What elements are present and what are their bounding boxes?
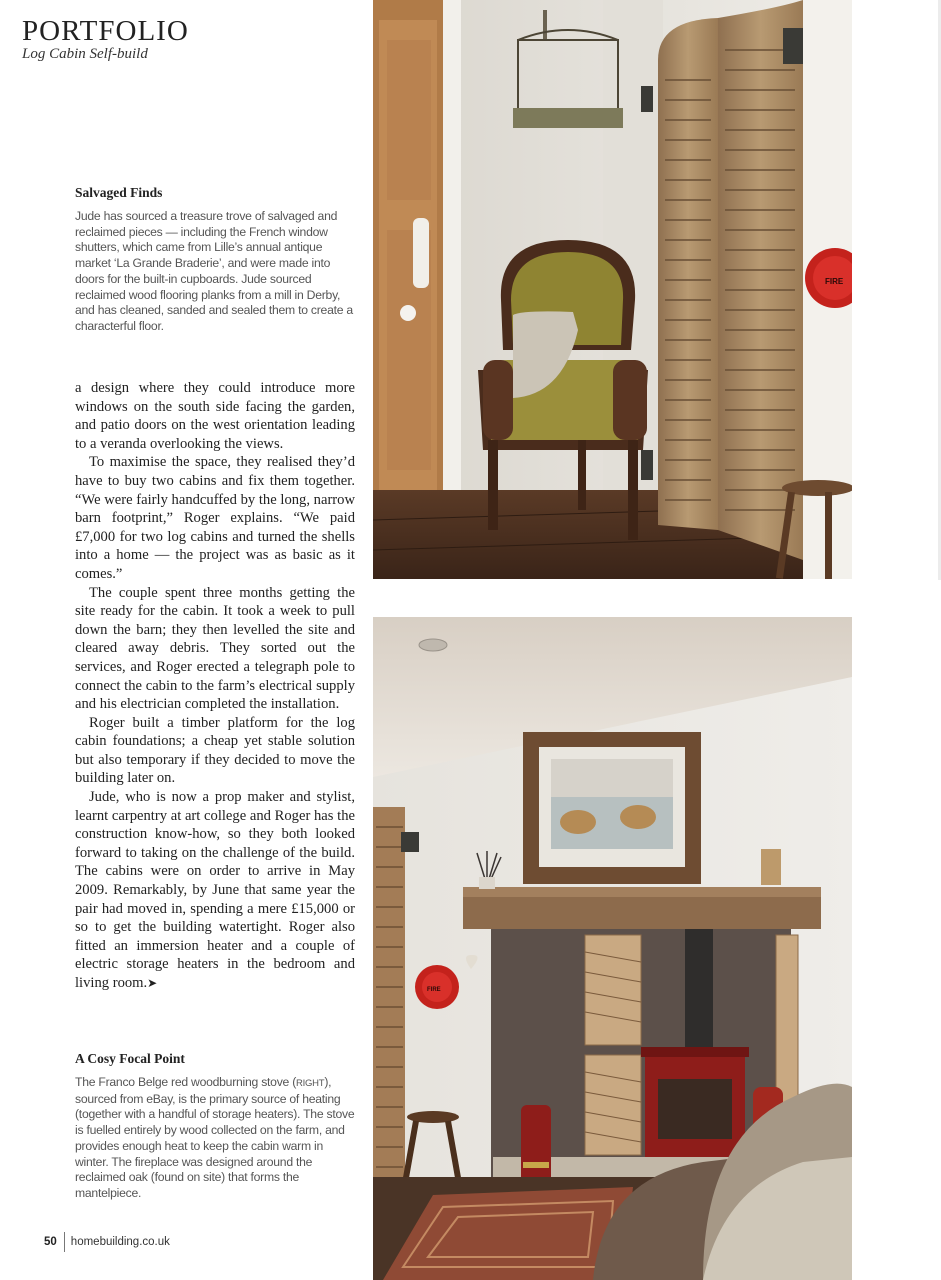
sidebar-text-part: ), sourced from eBay, is the primary source of heating (together with a handful of storage heaters). The stove is fuelled entirely by wood collected on the farm, and provides enough heat to keep the cabin warm in winter. The fireplace was designed around the reclaimed oak (found on site) that forms the mantelpiece. bbox=[75, 1075, 355, 1200]
photo-armchair-illustration bbox=[373, 0, 852, 579]
sidebar-salvaged-finds bbox=[75, 185, 357, 335]
website-link[interactable]: homebuilding.co.uk bbox=[70, 1236, 170, 1248]
sidebar-heading: A Cosy Focal Point bbox=[75, 1051, 185, 1066]
footer-divider bbox=[64, 1232, 65, 1252]
sidebar-text-part: The Franco Belge red woodburning stove ( bbox=[75, 1075, 297, 1089]
article-paragraph-2: To maximise the space, they realised they’d have to buy two cabins and fix them together. “We were fairly handcuffed by the long, narrow barn footprint,” Roger explains. “We paid £7,000 for two log cabins and turned the shells into a home — the project was as basic as it comes.” bbox=[75, 454, 355, 582]
sidebar-text: Jude has sourced a treasure trove of salvaged and reclaimed pieces — including the French window shutters, which came from Lille’s annual antique market ‘La Grande Braderie’, and were made into doors for the built-in cupboards. Jude sourced reclaimed wood flooring planks from a mill in Derby, and has cleaned, sanded and sealed them to create a characterful floor. bbox=[75, 209, 353, 333]
section-subtitle: Log Cabin Self-build bbox=[22, 46, 148, 62]
article-body bbox=[75, 379, 355, 993]
sidebar-cosy-focal-point bbox=[75, 1051, 357, 1202]
sidebar-text bbox=[75, 1075, 357, 1202]
article-paragraph-4: Roger built a timber platform for the log cabin foundations; a cheap yet stable solution but also temporary if they decided to move the building later on. bbox=[75, 714, 355, 787]
photo-armchair-shutters bbox=[373, 0, 852, 579]
section-title: PORTFOLIO bbox=[22, 15, 189, 47]
fire-alarm-label: FIRE bbox=[427, 987, 441, 993]
continue-arrow-icon: ➤ bbox=[147, 976, 158, 990]
page-number: 50 bbox=[44, 1236, 57, 1248]
photo-fireplace-illustration bbox=[373, 617, 852, 1280]
article-paragraph-5 bbox=[75, 788, 355, 993]
photo-fireplace-stove bbox=[373, 617, 852, 1280]
sidebar-heading: Salvaged Finds bbox=[75, 185, 163, 200]
sidebar-text-smallcaps: RIGHT bbox=[296, 1078, 325, 1089]
page-footer bbox=[44, 1232, 170, 1252]
article-paragraph-3: The couple spent three months getting the site ready for the cabin. It took a week to pull down the barn; they then levelled the site and cleared away debris. They sorted out the services, and Roger erected a telegraph pole to connect the cabin to the farm’s electrical supply and his electrician completed the installation. bbox=[75, 584, 355, 713]
page-header bbox=[22, 16, 189, 62]
article-paragraph-1: a design where they could introduce more windows on the south side facing the garden, and patio doors on the west orientation leading to a veranda overlooking the views. bbox=[75, 380, 355, 452]
fire-alarm-label: FIRE bbox=[825, 277, 844, 286]
article-paragraph-5-text: Jude, who is now a prop maker and stylist, learnt carpentry at art college and Roger has the construction know-how, so they both looked forward to taking on the challenge of the build. The cabins were on order to arrive in May 2009. Remarkably, by June that same year the pair had moved in, spending a mere £15,000 or so to get the building watertight. Roger also fitted an immersion heater and a couple of electric storage heaters in the bedroom and living room. bbox=[75, 789, 355, 991]
